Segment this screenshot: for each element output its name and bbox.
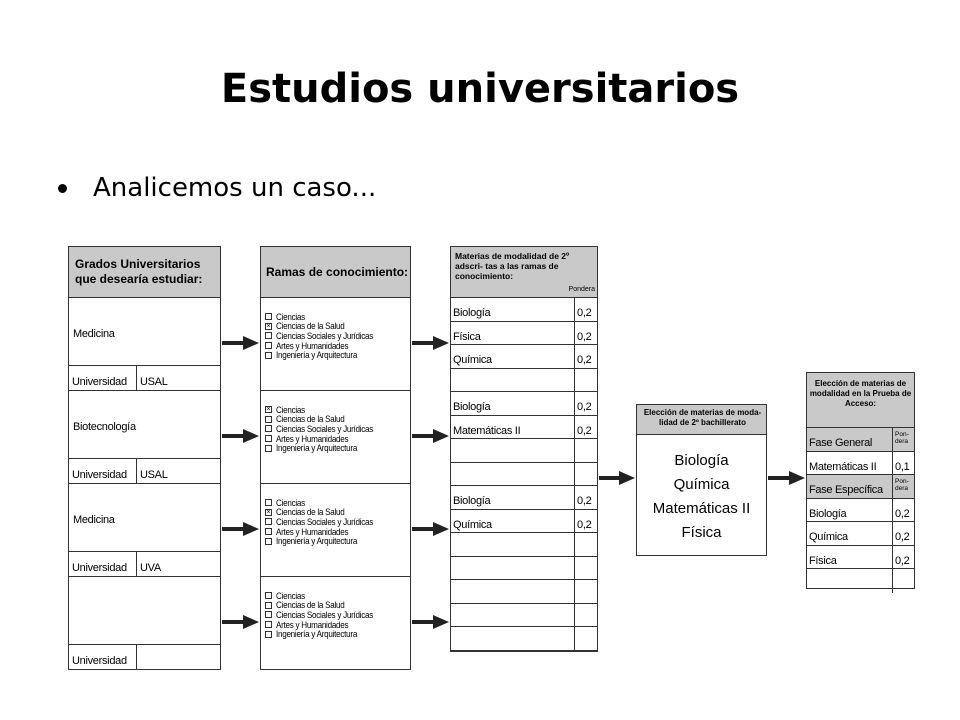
universidad-label-text: Universidad: [72, 655, 127, 667]
universidad-label: [69, 552, 137, 576]
prueba-pondera: Pon- dera: [895, 478, 909, 492]
materia-row: [451, 557, 597, 581]
materias-adscritas-table: [450, 298, 598, 652]
materia-row: [451, 580, 597, 604]
pondera-cell: [575, 322, 597, 345]
prueba-pondera-cell: [893, 475, 914, 498]
rama-option: [265, 517, 410, 527]
checkbox-icon: ×: [266, 406, 271, 414]
materia-elegida: Física: [681, 524, 722, 541]
grado-name-text: Medicina: [73, 514, 115, 526]
universidad-value-text: UVA: [140, 562, 161, 574]
ramas-block: [260, 577, 411, 670]
checkbox-icon: ×: [266, 322, 271, 330]
pondera-cell: [575, 369, 597, 392]
arrow-icon: [768, 471, 805, 485]
rama-option-label: Ciencias Sociales y Jurídicas: [276, 330, 374, 341]
materia-row: [451, 533, 597, 557]
materia-cell: [451, 557, 575, 580]
prueba-acceso-table: [807, 428, 914, 593]
universidad-label-text: Universidad: [72, 562, 127, 574]
prueba-materia-cell: [807, 452, 893, 475]
bullet-item: [58, 173, 376, 203]
pondera-cell: [575, 627, 597, 650]
checkbox-icon: [265, 332, 272, 339]
pondera-cell: [575, 298, 597, 321]
prueba-pondera: 0,1: [895, 460, 910, 473]
rama-option: [265, 312, 410, 322]
pondera-value: 0,2: [577, 330, 592, 343]
pondera-value: 0,2: [577, 518, 592, 531]
slide-title: Estudios universitarios: [220, 66, 740, 112]
arrow-icon: [222, 429, 259, 443]
checkbox-icon: [265, 538, 272, 545]
bullet-text: Analicemos un caso...: [93, 173, 377, 203]
pondera-cell: [575, 533, 597, 556]
materia-name: Química: [453, 518, 492, 531]
prueba-materia-cell: [807, 428, 893, 451]
rama-option-label: Ciencias de la Salud: [276, 600, 345, 611]
checkbox-icon: [265, 445, 272, 452]
materia-row: [451, 369, 597, 393]
prueba-materia: Biología: [809, 507, 847, 520]
checkbox-icon: ×: [266, 508, 271, 516]
rama-option-label: Ciencias Sociales y Jurídicas: [276, 609, 374, 620]
materia-cell: [451, 322, 575, 345]
checkbox-icon: [265, 499, 272, 506]
materia-name: Biología: [453, 401, 491, 413]
rama-option-label: Ingeniería y Arquitectura: [276, 629, 358, 640]
universidad-value-text: USAL: [140, 376, 168, 388]
grado-name: [69, 484, 220, 551]
rama-option: [265, 322, 410, 332]
universidad-row: [69, 644, 220, 669]
universidad-label: [69, 459, 137, 483]
universidad-value: [137, 459, 220, 483]
materia-cell: [451, 439, 575, 462]
grado-block: [68, 298, 221, 391]
prueba-materia-cell: [807, 499, 893, 522]
materia-cell: [451, 604, 575, 627]
grado-name: [69, 298, 220, 365]
grado-name: [69, 577, 220, 644]
arrow-icon: [412, 615, 449, 629]
pondera-cell: [575, 486, 597, 509]
grado-name: [69, 391, 220, 458]
eleccion-bachillerato-box: [636, 404, 767, 556]
checkbox-icon: [265, 416, 272, 423]
rama-option-label: Artes y Humanidades: [276, 619, 349, 630]
arrow-icon: [599, 471, 635, 485]
checkbox-icon: [265, 313, 272, 320]
materia-row: [451, 439, 597, 463]
eleccion-bachillerato-list: [637, 435, 766, 545]
prueba-materia-cell: [807, 569, 893, 593]
prueba-row: [807, 569, 914, 593]
materia-elegida: Biología: [674, 452, 729, 469]
prueba-pondera: 0,2: [895, 554, 910, 567]
universidad-value: [137, 366, 220, 390]
rama-option-label: Ciencias Sociales y Jurídicas: [276, 423, 374, 434]
grado-name-text: Biotecnología: [73, 421, 136, 433]
pondera-cell: [575, 580, 597, 603]
bullet-dot-icon: [58, 184, 67, 193]
rama-option: [265, 629, 410, 639]
universidad-label: [69, 645, 137, 669]
checkbox-icon: [265, 518, 272, 525]
pondera-value: 0,2: [577, 354, 592, 366]
pondera-label: Pondera: [568, 286, 595, 293]
rama-option: [265, 405, 410, 415]
checkbox-icon: [265, 425, 272, 432]
pondera-cell: [575, 557, 597, 580]
universidad-row: [69, 365, 220, 390]
materia-name: Física: [453, 330, 481, 343]
ramas-block: [260, 484, 411, 577]
pondera-cell: [575, 345, 597, 368]
checkbox-icon: [265, 528, 272, 535]
pondera-cell: [575, 416, 597, 439]
pondera-cell: [575, 463, 597, 486]
prueba-row: [807, 499, 914, 523]
rama-option-label: Artes y Humanidades: [276, 526, 349, 537]
rama-option: [265, 601, 410, 611]
universidad-value-text: USAL: [140, 469, 168, 481]
prueba-materia-cell: [807, 546, 893, 569]
rama-option: [265, 610, 410, 620]
ramas-block: [260, 298, 411, 391]
checkbox-icon: [265, 352, 272, 359]
rama-option: [265, 536, 410, 546]
ramas-block: [260, 391, 411, 484]
prueba-pondera: 0,2: [895, 531, 910, 543]
pondera-cell: [575, 604, 597, 627]
rama-option: [265, 620, 410, 630]
materia-row: [451, 298, 597, 322]
prueba-acceso-header: Elección de materias de modalidad en la Prueba de Acceso:: [807, 373, 914, 428]
pondera-cell: [575, 439, 597, 462]
materia-name: Biología: [453, 495, 491, 507]
universidad-row: [69, 458, 220, 483]
prueba-row: [807, 522, 914, 546]
rama-option: [265, 341, 410, 351]
materia-cell: [451, 510, 575, 533]
prueba-materia: Física: [809, 554, 837, 567]
prueba-materia: Matemáticas II: [809, 460, 877, 473]
rama-option: [265, 424, 410, 434]
rama-option: [265, 591, 410, 601]
universidad-label-text: Universidad: [72, 469, 127, 481]
prueba-materia: Química: [809, 531, 848, 543]
prueba-materia: Fase Específica: [809, 484, 883, 496]
grado-block: [68, 391, 221, 484]
rama-option: [265, 527, 410, 537]
rama-option-label: Ciencias Sociales y Jurídicas: [276, 516, 374, 527]
materia-cell: [451, 369, 575, 392]
rama-option-label: Ciencias: [276, 590, 305, 601]
materia-row: [451, 463, 597, 487]
materias-adscritas-header-text: Materias de modalidad de 2º adscri- tas a las ramas de conocimiento:: [455, 251, 570, 281]
grado-name-text: Medicina: [73, 328, 115, 340]
rama-option-label: Artes y Humanidades: [276, 340, 349, 351]
grado-block: [68, 577, 221, 670]
checkbox-icon: [265, 592, 272, 599]
materia-row: [451, 416, 597, 440]
materia-cell: [451, 345, 575, 368]
rama-option-label: Ingeniería y Arquitectura: [276, 536, 358, 547]
rama-option-label: Ingeniería y Arquitectura: [276, 350, 358, 361]
rama-option: [265, 350, 410, 360]
prueba-pondera-cell: [893, 428, 914, 451]
materia-row: [451, 322, 597, 346]
rama-option-label: Ciencias de la Salud: [276, 414, 345, 425]
materia-elegida: Matemáticas II: [652, 500, 751, 517]
checkbox-icon: [265, 435, 272, 442]
materia-row: [451, 392, 597, 416]
universidad-label-text: Universidad: [72, 376, 127, 388]
arrow-icon: [412, 336, 449, 350]
materia-row: [451, 486, 597, 510]
prueba-row: [807, 546, 914, 570]
prueba-row: [807, 475, 914, 499]
prueba-pondera-cell: [893, 452, 914, 475]
rama-option: [265, 443, 410, 453]
rama-option-label: Ciencias de la Salud: [276, 321, 345, 332]
prueba-materia: Fase General: [809, 437, 873, 449]
rama-option: [265, 331, 410, 341]
pondera-value: 0,2: [577, 307, 592, 319]
prueba-pondera: Pon- dera: [895, 431, 909, 445]
materia-cell: [451, 298, 575, 321]
rama-option-label: Ciencias: [276, 311, 305, 322]
materia-row: [451, 345, 597, 369]
grados-header: [68, 246, 221, 298]
rama-option-label: Ingeniería y Arquitectura: [276, 443, 358, 454]
prueba-pondera-cell: [893, 569, 914, 593]
rama-option: [265, 508, 410, 518]
rama-option-label: Ciencias: [276, 404, 305, 415]
pondera-value: 0,2: [577, 424, 592, 437]
grado-block: [68, 484, 221, 577]
prueba-materia-cell: [807, 522, 893, 545]
rama-option: [265, 498, 410, 508]
materia-cell: [451, 463, 575, 486]
rama-option: [265, 434, 410, 444]
rama-option-label: Artes y Humanidades: [276, 433, 349, 444]
pondera-value: 0,2: [577, 495, 592, 507]
materia-cell: [451, 627, 575, 650]
prueba-row: [807, 428, 914, 452]
materia-cell: [451, 580, 575, 603]
universidad-label: [69, 366, 137, 390]
materia-cell: [451, 392, 575, 415]
checkbox-icon: [265, 611, 272, 618]
pondera-cell: [575, 392, 597, 415]
prueba-pondera: 0,2: [895, 507, 910, 520]
ramas-header-text: Ramas de conocimiento:: [266, 265, 409, 279]
prueba-acceso-box: [806, 372, 915, 589]
rama-option-label: Ciencias de la Salud: [276, 507, 345, 518]
checkbox-icon: [265, 602, 272, 609]
checkbox-icon: [265, 342, 272, 349]
prueba-pondera-cell: [893, 546, 914, 569]
arrow-icon: [222, 615, 259, 629]
prueba-pondera-cell: [893, 522, 914, 545]
materia-cell: [451, 533, 575, 556]
prueba-row: [807, 452, 914, 476]
materia-name: Biología: [453, 307, 491, 319]
universidad-row: [69, 551, 220, 576]
materia-cell: [451, 486, 575, 509]
pondera-value: 0,2: [577, 401, 592, 413]
rama-option: [265, 415, 410, 425]
ramas-header: [260, 246, 411, 298]
materia-elegida: Química: [673, 476, 730, 493]
grados-header-text: Grados Universitarios que desearía estudiar:: [75, 257, 203, 286]
arrow-icon: [412, 522, 449, 536]
materia-row: [451, 604, 597, 628]
rama-option-label: Ciencias: [276, 497, 305, 508]
pondera-cell: [575, 510, 597, 533]
materia-row: [451, 510, 597, 534]
materia-name: Matemáticas II: [453, 424, 521, 437]
arrow-icon: [222, 336, 259, 350]
materia-name: Química: [453, 354, 492, 366]
materia-row: [451, 627, 597, 651]
prueba-materia-cell: [807, 475, 893, 498]
universidad-value: [137, 645, 220, 669]
arrow-icon: [412, 429, 449, 443]
checkbox-icon: [265, 631, 272, 638]
prueba-pondera-cell: [893, 499, 914, 522]
arrow-icon: [222, 522, 259, 536]
materias-adscritas-header: [450, 246, 598, 298]
eleccion-bachillerato-header: Elección de materias de moda- lidad de 2º bachillerato: [637, 405, 766, 435]
materia-cell: [451, 416, 575, 439]
checkbox-icon: [265, 621, 272, 628]
universidad-value: [137, 552, 220, 576]
